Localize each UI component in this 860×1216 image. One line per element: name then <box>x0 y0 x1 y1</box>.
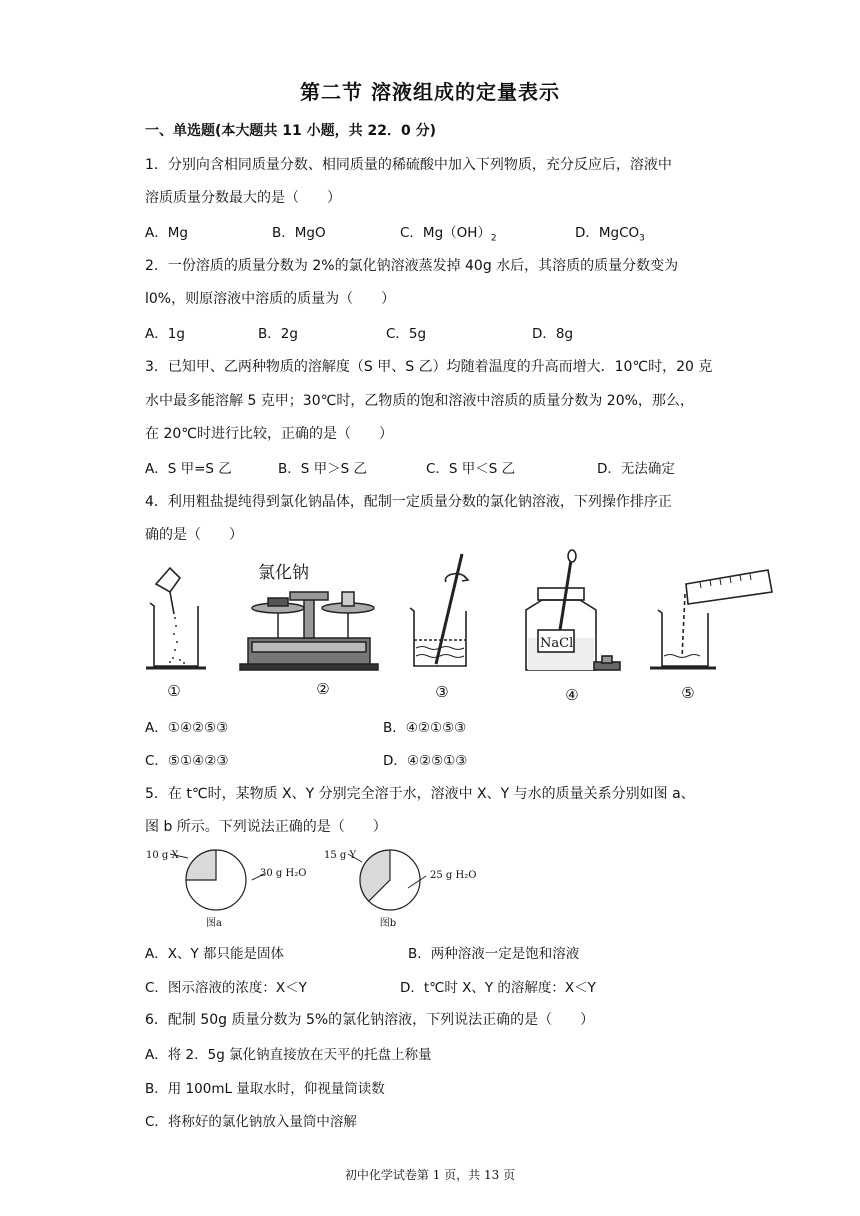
q6-option-c: C．将称好的氯化钠放入量筒中溶解 <box>145 1114 357 1130</box>
q2-option-c: C．5g <box>386 326 427 342</box>
pie-chart-b <box>360 850 420 910</box>
pie-b-caption: 图b <box>379 918 397 929</box>
q4-figure-number-5: ⑤ <box>681 684 695 702</box>
pie-chart-a <box>186 850 246 910</box>
q3-stem-line2: 水中最多能溶解 5 克甲；30℃时，乙物质的饱和溶液中溶质的质量分数为 20%，那么， <box>145 393 694 409</box>
q2-option-d: D．8g <box>532 326 574 342</box>
q3-option-c: C．S 甲＜S 乙 <box>426 461 516 477</box>
q3-option-b: B．S 甲＞S 乙 <box>278 461 367 477</box>
q4-figure-number-2: ② <box>316 680 330 698</box>
q3-option-a: A．S 甲=S 乙 <box>145 461 232 477</box>
q4-figure-label-nacl-scale: 氯化钠 <box>258 563 309 583</box>
graduated-cylinder-pour-icon <box>650 570 772 668</box>
q4-figure-number-1: ① <box>167 682 181 700</box>
q6-option-b: B．用 100mL 量取水时，仰视量筒读数 <box>145 1081 385 1097</box>
section-heading: 一、单选题(本大题共 11 小题，共 22．0 分) <box>145 123 436 139</box>
q4-option-d: D．④②⑤①③ <box>383 753 468 769</box>
q5-option-a: A．X、Y 都只能是固体 <box>145 946 285 962</box>
pie-a-solute-slice <box>186 850 216 880</box>
q4-option-a: A．①④②⑤③ <box>145 720 229 736</box>
q2-option-a: A．1g <box>145 326 185 342</box>
q3-stem-line3: 在 20℃时进行比较，正确的是（ ） <box>145 426 393 442</box>
page-title: 第二节 溶液组成的定量表示 <box>300 80 560 104</box>
q2-stem-line2: l0%，则原溶液中溶质的质量为（ ） <box>145 291 396 307</box>
beaker-pour-icon <box>146 568 206 668</box>
q2-option-b: B．2g <box>258 326 298 342</box>
q6-option-a: A．将 2．5g 氯化钠直接放在天平的托盘上称量 <box>145 1047 432 1063</box>
q5-option-c: C．图示溶液的浓度：X＜Y <box>145 980 307 996</box>
pie-a-solute-label: 10 g X <box>146 850 179 861</box>
reagent-bottle-icon <box>526 550 620 670</box>
q1-option-d: D．MgCO$_3$ <box>575 225 645 244</box>
q4-figure-lab-operations <box>140 548 790 708</box>
q3-stem-line1: 3．已知甲、乙两种物质的溶解度（S 甲、S 乙）均随着温度的升高而增大．10℃时，20 克 <box>145 359 713 375</box>
q4-stem-line2: 确的是（ ） <box>145 527 243 543</box>
pie-a-caption: 图a <box>206 918 222 929</box>
pie-b-solute-label: 15 g Y <box>324 850 357 861</box>
q1-stem-line1: 1．分别向含相同质量分数、相同质量的稀硫酸中加入下列物质，充分反应后，溶液中 <box>145 157 672 173</box>
q4-stem-line1: 4．利用粗盐提纯得到氯化钠晶体，配制一定质量分数的氯化钠溶液，下列操作排序正 <box>145 494 672 510</box>
q1-option-b: B．MgO <box>272 225 326 241</box>
q4-figure-label-nacl-bottle: NaCl <box>540 636 574 651</box>
pie-a-water-label: 30 g H₂O <box>260 868 307 879</box>
q4-option-c: C．⑤①④②③ <box>145 753 229 769</box>
q5-stem-line1: 5．在 t℃时，某物质 X、Y 分别完全溶于水，溶液中 X、Y 与水的质量关系分别如图 a、 <box>145 786 695 802</box>
q5-pie-figures <box>140 840 500 932</box>
q5-option-d: D．t℃时 X、Y 的溶解度：X＜Y <box>400 980 596 996</box>
page-footer: 初中化学试卷第 1 页，共 13 页 <box>344 1168 516 1182</box>
q1-option-c: C．$Mg(OH)_2$ <box>400 225 497 244</box>
balance-scale-icon <box>240 592 378 670</box>
q1-stem-line2: 溶质质量分数最大的是（ ） <box>145 190 341 206</box>
q2-stem-line1: 2．一份溶质的质量分数为 2%的氯化钠溶液蒸发掉 40g 水后，其溶质的质量分数变为 <box>145 258 679 274</box>
q6-stem: 6．配制 50g 质量分数为 5%的氯化钠溶液，下列说法正确的是（ ） <box>145 1012 595 1028</box>
q5-option-b: B．两种溶液一定是饱和溶液 <box>408 946 580 962</box>
q4-option-b: B．④②①⑤③ <box>383 720 467 736</box>
q1-option-a: A．Mg <box>145 225 188 241</box>
q4-figure-number-4: ④ <box>565 686 579 704</box>
beaker-stir-icon <box>410 554 468 666</box>
q4-figure-number-3: ③ <box>435 683 449 701</box>
q3-option-d: D．无法确定 <box>597 461 675 477</box>
q5-stem-line2: 图 b 所示。下列说法正确的是（ ） <box>145 819 387 835</box>
pie-b-water-label: 25 g H₂O <box>430 870 477 881</box>
